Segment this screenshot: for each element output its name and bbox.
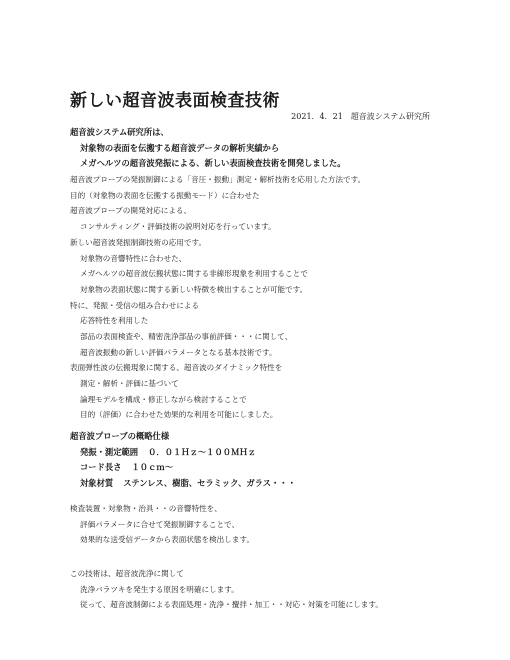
spec-frequency-value: ０．０１Ｈｚ～１００ＭＨｚ xyxy=(148,446,256,457)
inspect-line: 評価パラメータに合せて発振制御することで、 xyxy=(80,519,240,529)
paragraph-line: 対象物の表面状態に関する新しい特徴を検出することが可能です。 xyxy=(80,284,308,294)
intro-line-1: 超音波システム研究所は、 xyxy=(70,127,169,137)
paragraph-line: 応答特性を利用した xyxy=(80,316,149,326)
paragraph-line: 目的（対象物の表面を伝搬する振動モード）に合わせた xyxy=(70,190,260,200)
paragraph-line: 超音波プローブの発振制御による「音圧・振動」測定・解析技術を応用した方法です。 xyxy=(70,175,366,185)
paragraph-line: 超音波プローブの開発対応による、 xyxy=(70,206,192,216)
spec-cord-label: コード長さ xyxy=(80,462,122,473)
closing-line: 従って、超音波制御による表面処理・洗浄・攪拌・加工・・対応・対策を可能にします。 xyxy=(80,600,383,610)
inspect-line: 効果的な送受信データから表面状態を検出します。 xyxy=(80,535,255,545)
spacer xyxy=(70,492,450,501)
spec-heading: 超音波プローブの概略仕様 xyxy=(70,431,170,442)
paragraph-line: 部品の表面検査や、精密洗浄部品の事前評価・・・に関して、 xyxy=(80,331,293,341)
spec-frequency-row xyxy=(70,445,450,461)
spacer xyxy=(70,557,450,566)
paragraph-line: 特に、発振・受信の組み合わせによる xyxy=(70,300,200,310)
spec-frequency-label: 発振・測定範囲 xyxy=(80,446,139,457)
document-body xyxy=(70,125,450,613)
paragraph-line: 測定・解析・評価に基づいて xyxy=(80,379,179,388)
inspect-line: 検査装置・対象物・治具・・の音響特性を、 xyxy=(70,503,222,513)
date-and-author: 2021．4．21 超音波システム研究所 xyxy=(291,112,430,121)
spec-material-label: 対象材質 xyxy=(80,478,114,489)
spec-material-value: ステンレス、樹脂、セラミック、ガラス・・・ xyxy=(123,478,296,489)
paragraph-line: 新しい超音波発振制御技術の応用です。 xyxy=(70,237,207,247)
spec-material-row xyxy=(70,476,450,492)
spec-cord-row xyxy=(70,460,450,476)
paragraph-line: 表面弾性波の伝搬現象に関する、超音波のダイナミック特性を xyxy=(70,363,283,373)
closing-line: この技術は、超音波洗浄に関して xyxy=(70,568,184,578)
intro-line-3: メガヘルツの超音波発振による、新しい表面検査技術を開発しました。 xyxy=(80,158,346,169)
paragraph-line: 超音波振動の新しい評価パラメータとなる基本技術です。 xyxy=(80,347,277,357)
document-title: 新しい超音波表面検査技術 xyxy=(70,91,280,111)
paragraph-line: メガヘルツの超音波伝搬状態に関する非線形現象を利用することで xyxy=(80,269,308,279)
spec-cord-value: １０ｃｍ～ xyxy=(131,462,173,473)
spacer xyxy=(70,548,450,557)
closing-line: 洗浄バラツキを発生する原因を明確にします。 xyxy=(80,584,239,594)
paragraph-line: 論理モデルを構成・修正しながら検討することで xyxy=(80,394,247,404)
paragraph-line: コンサルティング・評価技術の説明対応を行っています。 xyxy=(80,222,276,232)
paragraph-line: 目的（評価）に合わせた効果的な利用を可能にしました。 xyxy=(80,410,278,420)
intro-line-2: 対象物の表面を伝搬する超音波データの解析実績から xyxy=(80,142,280,153)
paragraph-line: 対象物の音響特性に合わせた、 xyxy=(80,253,187,263)
